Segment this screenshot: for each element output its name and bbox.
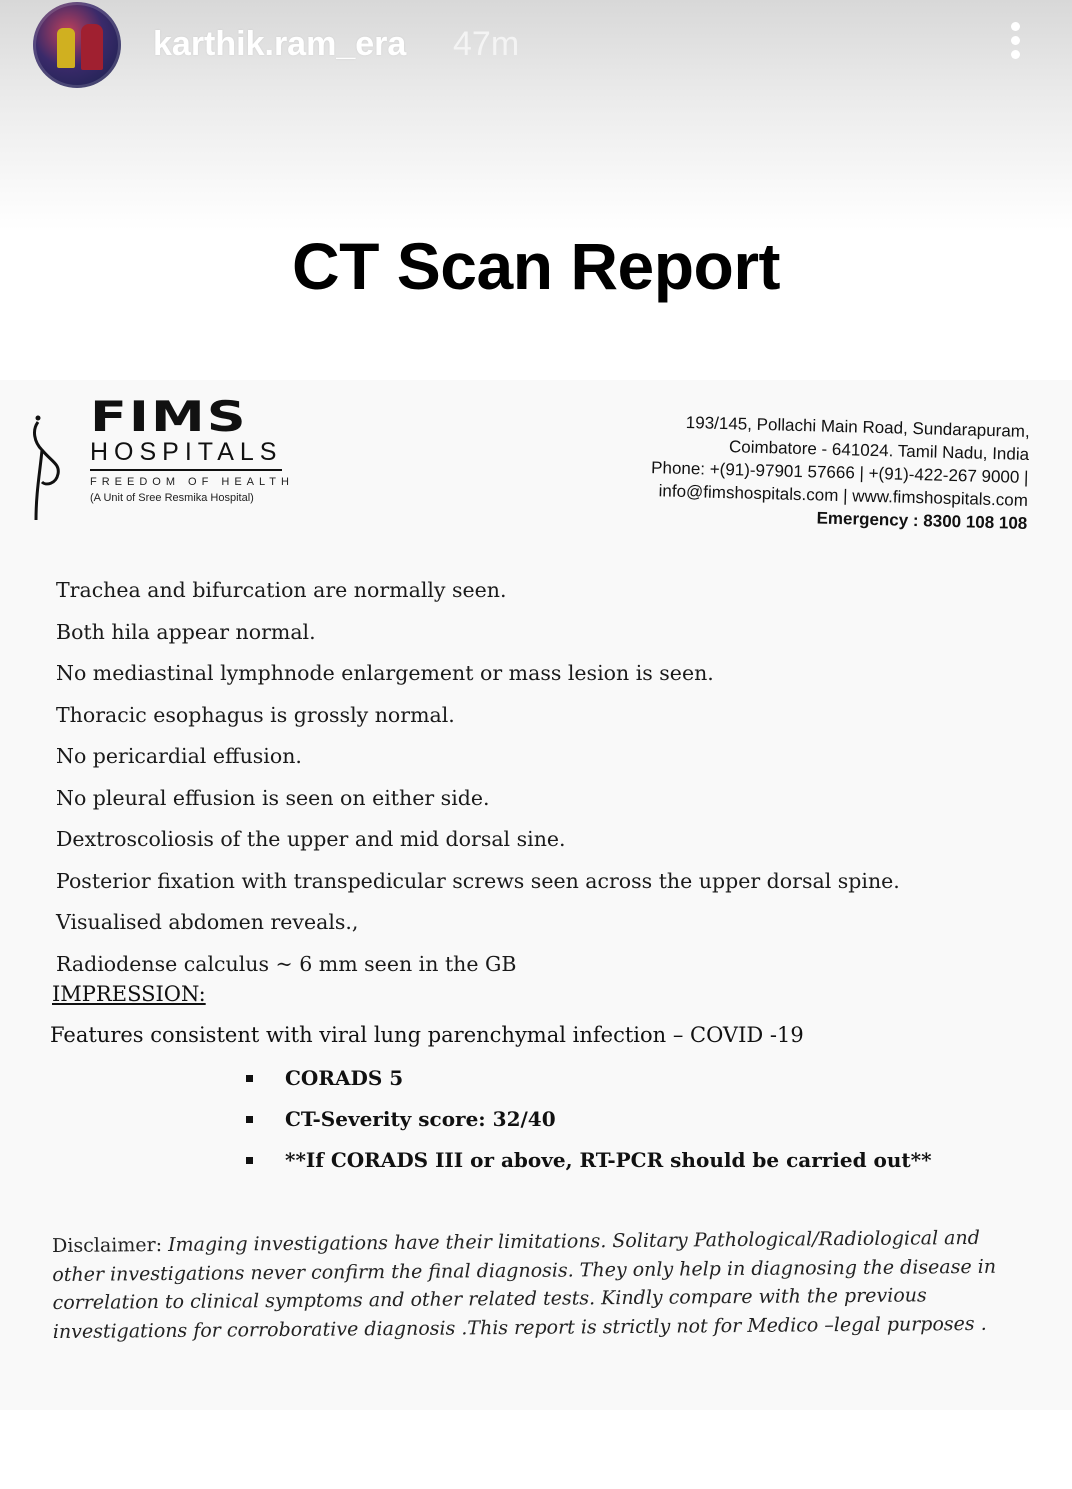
bullet-text: CORADS 5: [285, 1066, 404, 1090]
logo-hospitals-text: HOSPITALS: [90, 438, 282, 471]
address-line: Coimbatore - 641024. Tamil Nadu, India: [728, 437, 1030, 464]
logo-fims-text: FIMS: [90, 392, 248, 442]
bullet-item: [246, 1107, 932, 1148]
impression-bullets: [246, 1066, 932, 1189]
story-username[interactable]: karthik.ram_era: [153, 25, 407, 63]
web-line: info@fimshospitals.com | www.fimshospitals.com: [658, 481, 1029, 510]
hospital-logo: [30, 392, 310, 522]
finding-line: Both hila appear normal.: [56, 619, 316, 644]
impression-text: Features consistent with viral lung parenchymal infection – COVID -19: [50, 1023, 804, 1047]
logo-unit-text: (A Unit of Sree Resmika Hospital): [90, 492, 254, 504]
finding-line: No pleural effusion is seen on either side.: [56, 785, 490, 810]
more-options-icon[interactable]: [1000, 18, 1030, 68]
disclaimer-text: Imaging investigations have their limitations. Solitary Pathological/Radiological and other investigations never confirm the final diagnosis. They only help in diagnosing the disease in correlation to clinical symptoms and other related tests. Kindly compare with the previous investigations for corroborative diagnosis .This report is strictly not for Medico –legal purposes .: [52, 1226, 997, 1343]
story-text-title: CT Scan Report: [291, 229, 781, 303]
finding-line: No pericardial effusion.: [56, 744, 302, 768]
finding-line: Radiodense calculus ~ 6 mm seen in the GB: [56, 951, 517, 976]
bullet-text: **If CORADS III or above, RT-PCR should be carried out**: [285, 1148, 932, 1172]
finding-line: No mediastinal lymphnode enlargement or mass lesion is seen.: [56, 661, 714, 685]
bullet-square-icon: [246, 1075, 253, 1082]
impression-heading: IMPRESSION:: [52, 982, 206, 1006]
bullet-text: CT-Severity score: 32/40: [285, 1107, 556, 1131]
finding-line: Visualised abdomen reveals.,: [56, 910, 359, 934]
bullet-item: [246, 1148, 932, 1189]
finding-line: Trachea and bifurcation are normally seen.: [56, 578, 507, 602]
emergency-line: Emergency : 8300 108 108: [816, 508, 1028, 533]
profile-avatar[interactable]: [33, 2, 121, 88]
avatar-ring: [33, 2, 121, 88]
story-timestamp: 47m: [453, 25, 520, 63]
disclaimer-block: [52, 1224, 1013, 1346]
finding-line: Posterior fixation with transpedicular screws seen across the upper dorsal spine.: [56, 868, 900, 893]
hospital-logo-mark: [30, 412, 80, 542]
address-line: 193/145, Pollachi Main Road, Sundarapuram,: [685, 412, 1030, 441]
logo-tagline: FREEDOM OF HEALTH: [90, 476, 294, 488]
bullet-square-icon: [246, 1116, 253, 1123]
hospital-address-block: [607, 409, 1030, 535]
finding-line: Dextroscoliosis of the upper and mid dorsal sine.: [56, 827, 566, 851]
phone-line: Phone: +(91)-97901 57666 | +(91)-422-267 9000 |: [650, 458, 1029, 487]
bullet-item: [246, 1066, 932, 1107]
findings-list: [56, 578, 956, 993]
finding-line: Thoracic esophagus is grossly normal.: [56, 702, 455, 727]
bullet-square-icon: [246, 1157, 253, 1164]
disclaimer-label: Disclaimer:: [52, 1234, 163, 1257]
